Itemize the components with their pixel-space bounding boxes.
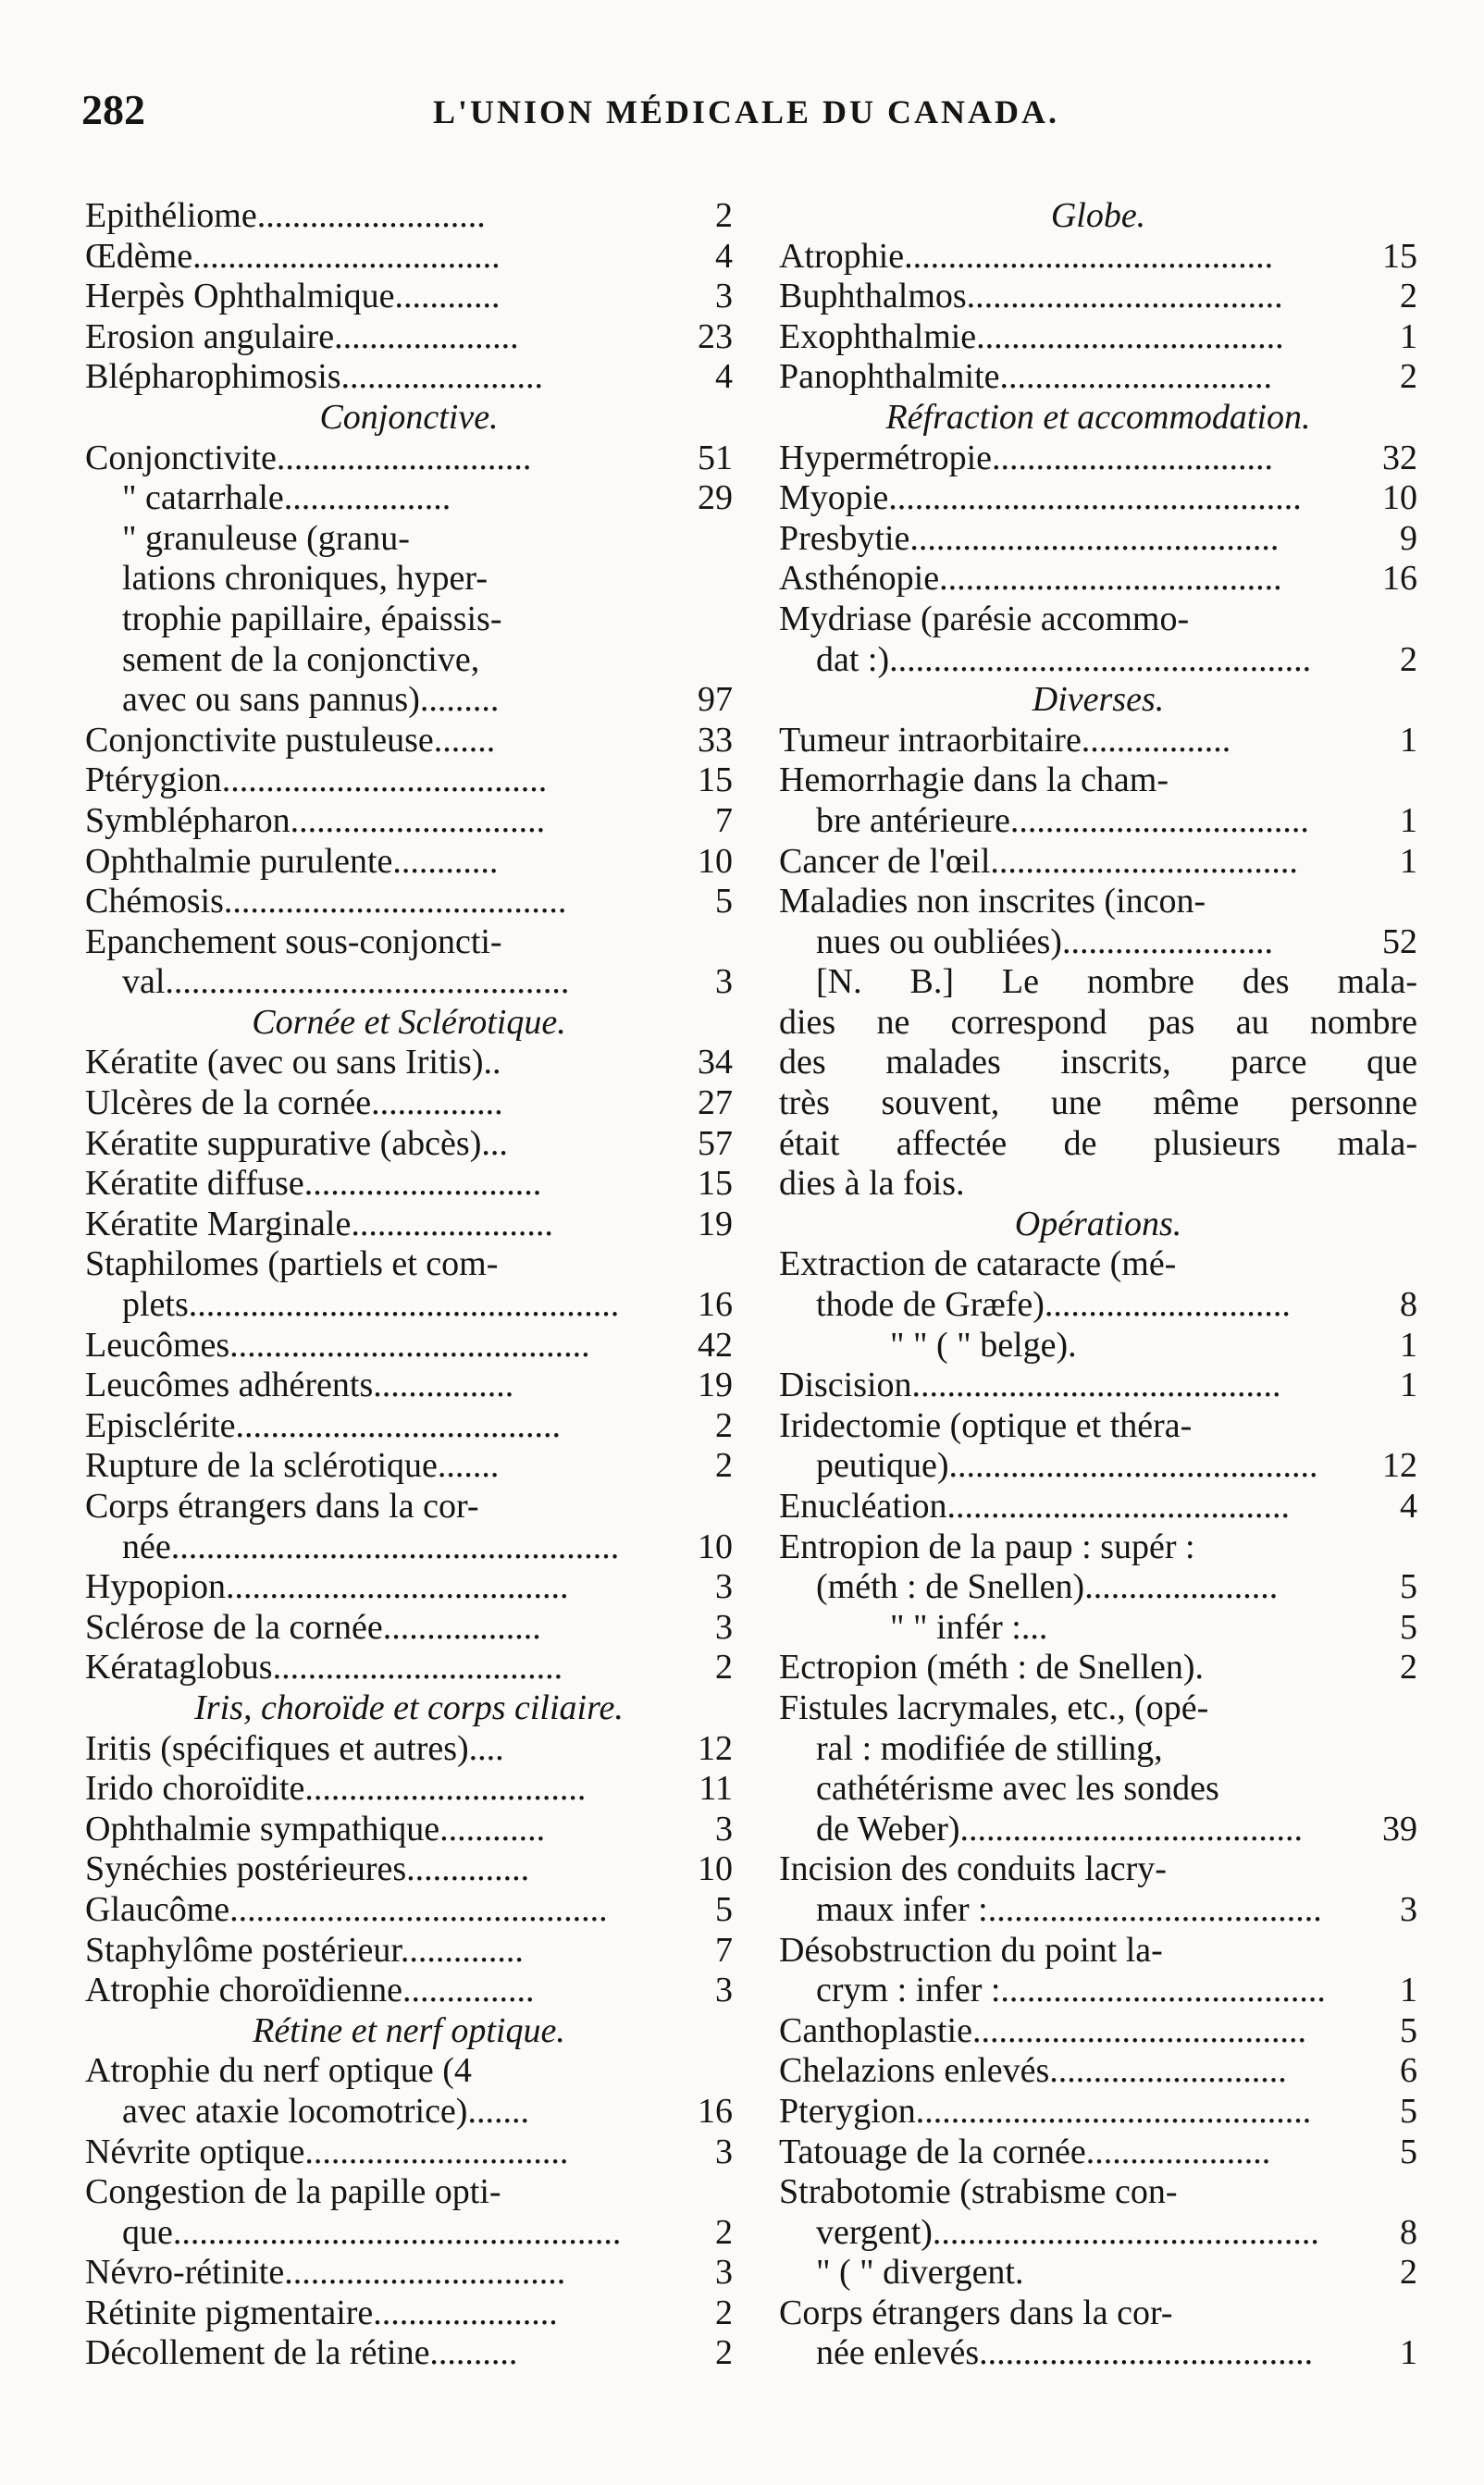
- entry-count: 3: [715, 1607, 733, 1647]
- list-item: [779, 1648, 1417, 1688]
- entry-count: 3: [715, 1971, 733, 2010]
- entry-count: 2: [715, 1405, 733, 1445]
- list-item: [779, 2133, 1417, 2173]
- note-line: dies à la fois.: [779, 1164, 965, 1204]
- entry-count: 2: [1400, 357, 1417, 397]
- entry-label: née enlevés......................................: [816, 2333, 1314, 2373]
- list-item: [85, 1244, 733, 1285]
- list-item: [779, 1769, 1417, 1810]
- right-column-bottom: [779, 1205, 1417, 2374]
- entry-label: Myopie...............................................: [779, 478, 1302, 518]
- left-column: [85, 196, 733, 2374]
- entry-count: 5: [1400, 2132, 1417, 2171]
- entry-label: Iritis (spécifiques et autres)....: [85, 1728, 504, 1768]
- entry-label: Névro-rétinite................................: [85, 2253, 566, 2293]
- entry-count: 16: [1382, 559, 1417, 599]
- entry-count: 2: [1400, 2253, 1417, 2293]
- list-item: [779, 1406, 1417, 1447]
- list-item: [779, 1326, 1417, 1366]
- list-item: [85, 2092, 733, 2133]
- list-item: [779, 1810, 1417, 1850]
- list-item: [85, 1567, 733, 1608]
- section-heading: Conjonctive.: [319, 397, 499, 437]
- entry-label: trophie papillaire, épaissis-: [122, 599, 502, 638]
- entry-label: Epanchement sous-conjoncti-: [85, 921, 502, 961]
- list-item: [85, 801, 733, 842]
- entry-label: bre antérieure..................................: [816, 800, 1309, 840]
- entry-label: Kératite suppurative (abcès)...: [85, 1123, 508, 1163]
- entry-label: plets.................................................: [122, 1285, 620, 1325]
- entry-count: 10: [1382, 478, 1417, 518]
- list-item: [85, 2253, 733, 2293]
- list-item: [85, 1487, 733, 1527]
- list-item: [85, 1849, 733, 1890]
- entry-count: 4: [1400, 1487, 1417, 1526]
- right-column: [779, 196, 1417, 2374]
- list-item: [85, 1810, 733, 1850]
- list-item: [85, 2051, 733, 2092]
- entry-label: Extraction de cataracte (mé-: [779, 1244, 1177, 1284]
- entry-label: Corps étrangers dans la cor-: [779, 2293, 1173, 2332]
- entry-count: 10: [698, 1849, 733, 1889]
- entry-label: val..............................................: [122, 962, 570, 1002]
- entry-label: nues ou oubliées)........................: [816, 921, 1273, 961]
- entry-label: Panophthalmite...............................: [779, 357, 1273, 397]
- entry-label: Rétinite pigmentaire.....................: [85, 2293, 558, 2332]
- note-line: dies ne correspond pas au nombre: [779, 1002, 1417, 1042]
- entry-count: 29: [698, 478, 733, 518]
- entry-label: lations chroniques, hyper-: [122, 559, 488, 599]
- entry-count: 5: [1400, 1607, 1417, 1647]
- entry-count: 1: [1400, 800, 1417, 840]
- entry-count: 8: [1400, 2212, 1417, 2252]
- entry-label: maux infer :......................................: [816, 1889, 1322, 1929]
- list-item: [85, 317, 733, 358]
- list-item: [85, 357, 733, 398]
- entry-count: 15: [698, 1164, 733, 1204]
- entry-count: 3: [715, 2253, 733, 2293]
- section-heading: Opérations.: [1014, 1204, 1182, 1243]
- list-item: [85, 1648, 733, 1688]
- entry-count: 52: [1382, 921, 1417, 961]
- page-header: [81, 85, 1414, 141]
- entry-count: 10: [698, 841, 733, 881]
- list-item: [85, 1124, 733, 1165]
- list-item: [85, 2333, 733, 2374]
- entry-count: 2: [715, 2293, 733, 2332]
- entry-count: 2: [715, 1648, 733, 1688]
- list-item: [85, 2172, 733, 2213]
- list-item: [85, 1083, 733, 1124]
- entry-label: Entropion de la paup : supér :: [779, 1527, 1195, 1566]
- entry-label: Canthoplastie......................................: [779, 2010, 1306, 2050]
- entry-label: Episclérite.....................................: [85, 1405, 561, 1445]
- entry-label: Rupture de la sclérotique.......: [85, 1446, 500, 1486]
- entry-label: Atrophie du nerf optique (4: [85, 2051, 472, 2091]
- list-item: [779, 237, 1417, 278]
- list-item: [85, 760, 733, 801]
- entry-label: Staphilomes (partiels et com-: [85, 1244, 499, 1284]
- note-line: des malades inscrits, parce que: [779, 1043, 1417, 1082]
- list-item: [85, 1205, 733, 1245]
- entry-count: 3: [715, 962, 733, 1002]
- entry-label: Staphylôme postérieur..............: [85, 1930, 524, 1970]
- entry-label: avec ataxie locomotrice).......: [122, 2091, 529, 2131]
- entry-label: Incision des conduits lacry-: [779, 1849, 1167, 1889]
- list-item: [85, 1326, 733, 1366]
- list-item: [85, 680, 733, 721]
- entry-label: Epithéliome..........................: [85, 196, 486, 235]
- list-item: [779, 1931, 1417, 1972]
- list-item: [779, 1849, 1417, 1890]
- entry-count: 32: [1382, 438, 1417, 477]
- list-item: [85, 1527, 733, 1568]
- list-item: [779, 519, 1417, 560]
- entry-label: Exophthalmie...................................: [779, 316, 1284, 356]
- entry-label: Leucômes.........................................: [85, 1325, 590, 1365]
- list-item: [779, 721, 1417, 761]
- entry-count: 9: [1400, 518, 1417, 558]
- list-item: [85, 1164, 733, 1205]
- list-item: [779, 2092, 1417, 2133]
- entry-label: Synéchies postérieures..............: [85, 1849, 530, 1889]
- entry-label: Décollement de la rétine..........: [85, 2333, 518, 2373]
- entry-count: 8: [1400, 1285, 1417, 1325]
- entry-count: 3: [715, 1567, 733, 1607]
- entry-label: née...................................................: [122, 1527, 620, 1566]
- entry-label: Hypermétropie................................: [779, 438, 1274, 477]
- entry-label: Fistules lacrymales, etc., (opé-: [779, 1688, 1209, 1727]
- entry-count: 5: [715, 882, 733, 921]
- entry-label: thode de Græfe)............................: [816, 1285, 1291, 1325]
- entry-count: 3: [715, 1809, 733, 1848]
- entry-label: Névrite optique..............................: [85, 2132, 569, 2171]
- entry-count: 5: [1400, 2091, 1417, 2131]
- section-heading: Cornée et Sclérotique.: [252, 1002, 566, 1042]
- list-item: [85, 277, 733, 317]
- list-item: [779, 760, 1417, 801]
- entry-count: 34: [698, 1043, 733, 1082]
- list-item: [779, 2011, 1417, 2052]
- entry-count: 5: [715, 1889, 733, 1929]
- list-item: [779, 1729, 1417, 1770]
- entry-label: peutique)..........................................: [816, 1446, 1318, 1486]
- entry-label: " " infér :...: [890, 1607, 1048, 1647]
- entry-label: Hypopion.......................................: [85, 1567, 569, 1607]
- entry-label: ral : modifiée de stilling,: [816, 1728, 1163, 1768]
- entry-count: 1: [1400, 1971, 1417, 2010]
- list-item: [779, 2051, 1417, 2092]
- entry-label: " granuleuse (granu-: [122, 518, 410, 558]
- list-item: [85, 559, 733, 600]
- section-heading: Réfraction et accommodation.: [885, 397, 1311, 437]
- entry-label: Symblépharon.............................: [85, 800, 546, 840]
- list-item: [779, 277, 1417, 317]
- entry-label: Ophthalmie purulente............: [85, 841, 499, 881]
- entry-count: 16: [698, 1285, 733, 1325]
- entry-label: Discision..........................................: [779, 1366, 1281, 1405]
- entry-label: Erosion angulaire.....................: [85, 316, 519, 356]
- entry-label: dat :)................................................: [816, 639, 1312, 679]
- note-line: [N. B.] Le nombre des mala-: [816, 962, 1417, 1002]
- section-heading: Diverses.: [1032, 680, 1165, 720]
- entry-label: Presbytie..........................................: [779, 518, 1280, 558]
- list-item: [85, 1769, 733, 1810]
- entry-count: 1: [1400, 841, 1417, 881]
- entry-count: 1: [1400, 2333, 1417, 2373]
- list-item: [85, 600, 733, 640]
- entry-count: 42: [698, 1325, 733, 1365]
- entry-label: Buphthalmos....................................: [779, 277, 1283, 316]
- entry-label: " " ( " belge).: [890, 1325, 1077, 1365]
- entry-label: Mydriase (parésie accommo-: [779, 599, 1190, 638]
- entry-label: Herpès Ophthalmique............: [85, 277, 501, 316]
- list-item: [85, 1729, 733, 1770]
- section-heading: Iris, choroïde et corps ciliaire.: [194, 1688, 624, 1727]
- entry-count: 1: [1400, 1325, 1417, 1365]
- note-line: très souvent, une même personne: [779, 1083, 1417, 1123]
- entry-label: vergent)............................................: [816, 2212, 1319, 2252]
- entry-label: cathétérisme avec les sondes: [816, 1769, 1219, 1809]
- list-item: [779, 1487, 1417, 1527]
- entry-count: 19: [698, 1204, 733, 1243]
- entry-count: 1: [1400, 316, 1417, 356]
- list-item: [779, 640, 1417, 681]
- entry-count: 97: [698, 680, 733, 720]
- list-item: [85, 1285, 733, 1326]
- entry-label: Iridectomie (optique et théra-: [779, 1405, 1193, 1445]
- entry-count: 12: [698, 1728, 733, 1768]
- list-item: [85, 1971, 733, 2011]
- entry-label: Kératite diffuse...........................: [85, 1164, 542, 1204]
- entry-count: 39: [1382, 1809, 1417, 1848]
- entry-label: Ulcères de la cornée...............: [85, 1083, 503, 1123]
- note-line: était affectée de plusieurs mala-: [779, 1123, 1417, 1163]
- entry-label: Congestion de la papille opti-: [85, 2172, 501, 2212]
- entry-count: 2: [715, 2212, 733, 2252]
- entry-count: 1: [1400, 720, 1417, 760]
- entry-count: 7: [715, 800, 733, 840]
- list-item: [779, 1608, 1417, 1649]
- list-item: [779, 478, 1417, 519]
- entry-label: Conjonctivite.............................: [85, 438, 532, 477]
- list-item: [779, 2253, 1417, 2293]
- entry-label: " ( " divergent.: [816, 2253, 1024, 2293]
- entry-label: Atrophie..........................................: [779, 236, 1274, 276]
- entry-count: 12: [1382, 1446, 1417, 1486]
- entry-count: 2: [715, 196, 733, 235]
- entry-label: Enucléation.......................................: [779, 1487, 1290, 1526]
- entry-label: avec ou sans pannus).........: [122, 680, 500, 720]
- entry-label: Kérataglobus.................................: [85, 1648, 563, 1688]
- list-item: [779, 1688, 1417, 1729]
- entry-count: 5: [1400, 1567, 1417, 1607]
- entry-label: Œdème...................................: [85, 236, 501, 276]
- list-item: [85, 882, 733, 922]
- entry-label: Ectropion (méth : de Snellen).: [779, 1648, 1205, 1688]
- entry-label: Corps étrangers dans la cor-: [85, 1487, 479, 1526]
- entry-label: que...................................................: [122, 2212, 622, 2252]
- entry-label: Hemorrhagie dans la cham-: [779, 760, 1169, 800]
- entry-label: Kératite Marginale.......................: [85, 1204, 553, 1243]
- entry-count: 10: [698, 1527, 733, 1566]
- entry-label: crym : infer :.....................................: [816, 1971, 1326, 2010]
- list-item: [779, 2333, 1417, 2374]
- list-item: [85, 1931, 733, 1972]
- entry-label: Kératite (avec ou sans Iritis)..: [85, 1043, 501, 1082]
- right-column-top: [779, 196, 1417, 962]
- section-heading: Rétine et nerf optique.: [253, 2010, 565, 2050]
- entry-count: 1: [1400, 1366, 1417, 1405]
- entry-label: Leucômes adhérents................: [85, 1366, 514, 1405]
- entry-label: Chémosis.......................................: [85, 882, 567, 921]
- entry-label: Strabotomie (strabisme con-: [779, 2172, 1178, 2212]
- entry-count: 27: [698, 1083, 733, 1123]
- list-item: [779, 1366, 1417, 1406]
- list-item: [779, 1890, 1417, 1931]
- list-item: [779, 801, 1417, 842]
- entry-label: Tumeur intraorbitaire.................: [779, 720, 1231, 760]
- list-item: [779, 439, 1417, 479]
- list-item: [85, 1890, 733, 1931]
- entry-count: 3: [715, 2132, 733, 2171]
- entry-label: Chelazions enlevés...........................: [779, 2051, 1287, 2091]
- list-item: [85, 237, 733, 278]
- entry-label: Désobstruction du point la-: [779, 1930, 1163, 1970]
- list-item: [85, 721, 733, 761]
- entry-label: Cancer de l'œil...................................: [779, 841, 1298, 881]
- entry-label: sement de la conjonctive,: [122, 639, 480, 679]
- entry-count: 3: [715, 277, 733, 316]
- entry-count: 2: [1400, 1648, 1417, 1688]
- list-item: [779, 559, 1417, 600]
- entry-label: Irido choroïdite................................: [85, 1769, 587, 1809]
- entry-label: Glaucôme...........................................: [85, 1889, 608, 1929]
- entry-count: 4: [715, 357, 733, 397]
- list-item: [779, 2213, 1417, 2254]
- entry-count: 57: [698, 1123, 733, 1163]
- entry-label: Maladies non inscrites (incon-: [779, 882, 1206, 921]
- entry-count: 5: [1400, 2010, 1417, 2050]
- list-item: [85, 640, 733, 681]
- running-title: L'UNION MÉDICALE DU CANADA.: [433, 93, 1060, 130]
- entry-label: Atrophie choroïdienne...............: [85, 1971, 535, 2010]
- entry-count: 33: [698, 720, 733, 760]
- list-item: [85, 519, 733, 560]
- list-item: [85, 2133, 733, 2173]
- list-item: [779, 1567, 1417, 1608]
- entry-label: de Weber).......................................: [816, 1809, 1304, 1848]
- list-item: [85, 196, 733, 237]
- entry-label: Asthénopie.......................................: [779, 559, 1282, 599]
- list-item: [779, 2293, 1417, 2334]
- entry-count: 6: [1400, 2051, 1417, 2091]
- entry-count: 51: [698, 438, 733, 477]
- list-item: [85, 2293, 733, 2334]
- list-item: [85, 1446, 733, 1487]
- entry-count: 2: [715, 1446, 733, 1486]
- list-item: [779, 357, 1417, 398]
- entry-count: 19: [698, 1366, 733, 1405]
- entry-count: 2: [715, 2333, 733, 2373]
- list-item: [779, 1446, 1417, 1487]
- entry-count: 3: [1400, 1889, 1417, 1929]
- entry-label: Blépharophimosis.......................: [85, 357, 544, 397]
- list-item: [779, 1527, 1417, 1568]
- entry-count: 7: [715, 1930, 733, 1970]
- list-item: [85, 1406, 733, 1447]
- list-item: [779, 1244, 1417, 1285]
- entry-count: 2: [1400, 639, 1417, 679]
- entry-count: 2: [1400, 277, 1417, 316]
- list-item: [85, 842, 733, 883]
- list-item: [779, 1285, 1417, 1326]
- list-item: [85, 1608, 733, 1649]
- list-item: [779, 2172, 1417, 2213]
- nota-bene-note: [779, 962, 1417, 1205]
- page-number: 282: [81, 86, 145, 133]
- list-item: [779, 922, 1417, 963]
- entry-label: Pterygion.............................................: [779, 2091, 1312, 2131]
- entry-label: Conjonctivite pustuleuse.......: [85, 720, 496, 760]
- entry-count: 4: [715, 236, 733, 276]
- list-item: [779, 317, 1417, 358]
- entry-count: 15: [698, 760, 733, 800]
- list-item: [779, 1971, 1417, 2011]
- entry-count: 15: [1382, 236, 1417, 276]
- list-item: [85, 2213, 733, 2254]
- list-item: [779, 600, 1417, 640]
- entry-label: Sclérose de la cornée..................: [85, 1607, 541, 1647]
- list-item: [85, 962, 733, 1003]
- list-item: [779, 882, 1417, 922]
- entry-label: Ophthalmie sympathique............: [85, 1809, 546, 1848]
- list-item: [85, 1366, 733, 1406]
- entry-count: 16: [698, 2091, 733, 2131]
- section-heading: Globe.: [1050, 196, 1146, 235]
- entry-label: (méth : de Snellen)......................: [816, 1567, 1279, 1607]
- list-item: [85, 478, 733, 519]
- list-item: [85, 922, 733, 963]
- entry-label: Ptérygion.....................................: [85, 760, 548, 800]
- entry-count: 23: [698, 316, 733, 356]
- list-item: [779, 842, 1417, 883]
- list-item: [85, 439, 733, 479]
- entry-label: Tatouage de la cornée.....................: [779, 2132, 1271, 2171]
- entry-label: " catarrhale...................: [122, 478, 451, 518]
- entry-count: 11: [699, 1769, 733, 1809]
- list-item: [85, 1043, 733, 1083]
